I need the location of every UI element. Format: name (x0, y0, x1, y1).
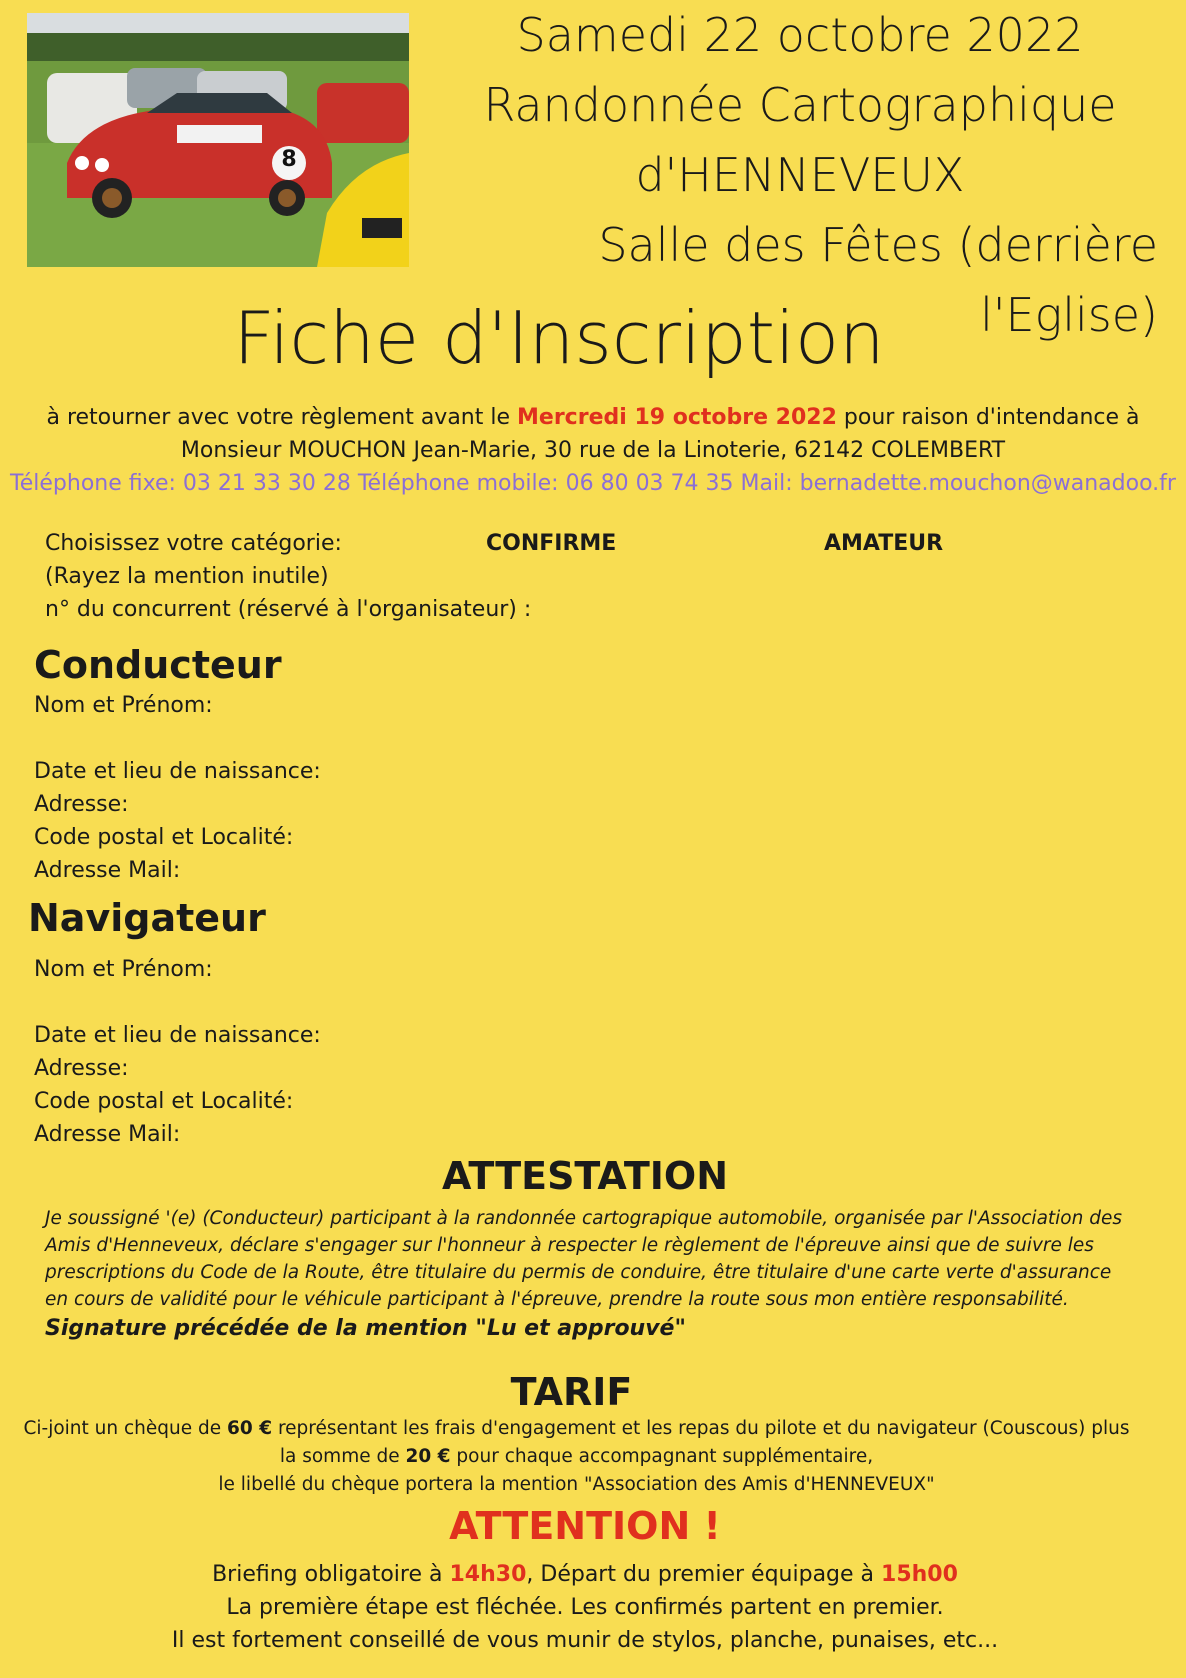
contact-line: Téléphone fixe: 03 21 33 30 28 Téléphone mobile: 06 80 03 74 35 Mail: bernadette.mouchon@wanadoo.fr (10, 471, 1176, 496)
tarif-amount-extra: 20 € (405, 1446, 451, 1467)
tarif-line2-end: pour chaque accompagnant supplémentaire, (450, 1446, 874, 1467)
event-name-line1: Randonnée Cartographique (483, 78, 1117, 132)
navigator-name-field[interactable]: Nom et Prénom: (34, 957, 213, 982)
event-venue: Salle des Fêtes (derrière l'Eglise) (598, 218, 1158, 342)
photo-car-number: 8 (281, 147, 297, 172)
category-note: (Rayez la mention inutile) (45, 564, 329, 589)
attention-line2: La première étape est fléchée. Les confirmés partent en premier. (226, 1595, 944, 1620)
navigator-birth-field[interactable]: Date et lieu de naissance: (34, 1023, 321, 1048)
category-option-amateur[interactable]: AMATEUR (824, 531, 944, 556)
driver-heading: Conducteur (34, 643, 282, 687)
navigator-heading: Navigateur (28, 896, 266, 940)
tarif-amount-main: 60 € (227, 1418, 273, 1439)
deadline-date: Mercredi 19 octobre 2022 (517, 405, 837, 430)
intro-line1-end: pour raison d'intendance à (836, 405, 1140, 430)
event-name-line2: d'HENNEVEUX (635, 148, 965, 202)
driver-postal-field[interactable]: Code postal et Localité: (34, 825, 294, 850)
category-block (45, 527, 531, 626)
driver-name-field[interactable]: Nom et Prénom: (34, 693, 213, 718)
intro-block (0, 401, 1186, 500)
tarif-line3: le libellé du chèque portera la mention "Association des Amis d'HENNEVEUX" (218, 1474, 935, 1495)
driver-birth-field[interactable]: Date et lieu de naissance: (34, 759, 321, 784)
briefing-time: 14h30 (449, 1562, 527, 1587)
attestation-heading: ATTESTATION (441, 1154, 729, 1198)
tarif-line2 (0, 1443, 1153, 1471)
tarif-text (0, 1415, 1153, 1499)
attention-line1-mid: , Départ du premier équipage à (526, 1562, 882, 1587)
intro-line1 (0, 401, 1186, 434)
navigator-postal-field[interactable]: Code postal et Localité: (34, 1089, 294, 1114)
tarif-line1 (0, 1415, 1153, 1443)
attention-text (0, 1558, 1170, 1657)
page-title: Fiche d'Inscription (233, 296, 885, 380)
attention-line1 (0, 1558, 1170, 1591)
attention-line1-start: Briefing obligatoire à (212, 1562, 450, 1587)
signature-line: Signature précédée de la mention "Lu et approuvé" (45, 1316, 686, 1341)
event-date: Samedi 22 octobre 2022 (516, 8, 1084, 62)
driver-fields (34, 689, 321, 887)
category-label: Choisissez votre catégorie: (45, 531, 342, 556)
navigator-email-field[interactable]: Adresse Mail: (34, 1122, 181, 1147)
tarif-line1-end: représentant les frais d'engagement et les repas du pilote et du navigateur (Couscous) plus (272, 1418, 1130, 1439)
competitor-number-label: n° du concurrent (réservé à l'organisateur) : (45, 597, 532, 622)
tarif-line2-start: la somme de (279, 1446, 406, 1467)
attestation-text: Je soussigné '(e) (Conducteur) participant à la randonnée cartograpique automobile, organisée par l'Association des Amis d'Henneveux, déclare s'engager sur l'honneur à respecter le règlement de l'épreuve ainsi que de suivre les prescriptions du Code de la Route, être titulaire du permis de conduire, être titulaire d'une carte verte d'assurance en cours de validité pour le véhicule participant à l'épreuve, prendre la route sous mon entière responsabilité. (45, 1208, 1122, 1310)
intro-line1-start: à retourner avec votre règlement avant le (46, 405, 518, 430)
attention-line3: Il est fortement conseillé de vous munir de stylos, planche, punaises, etc... (171, 1628, 999, 1653)
driver-address-field[interactable]: Adresse: (34, 792, 129, 817)
tarif-heading: TARIF (510, 1370, 633, 1414)
category-option-confirme[interactable]: CONFIRME (486, 531, 617, 556)
tarif-line1-start: Ci-joint un chèque de (23, 1418, 228, 1439)
navigator-address-field[interactable]: Adresse: (34, 1056, 129, 1081)
navigator-fields (34, 953, 321, 1151)
departure-time: 15h00 (881, 1562, 958, 1587)
rally-car-photo (27, 13, 409, 267)
attention-heading: ATTENTION ! (449, 1504, 721, 1548)
organizer-address: Monsieur MOUCHON Jean-Marie, 30 rue de la Linoterie, 62142 COLEMBERT (180, 438, 1006, 463)
driver-email-field[interactable]: Adresse Mail: (34, 858, 181, 883)
